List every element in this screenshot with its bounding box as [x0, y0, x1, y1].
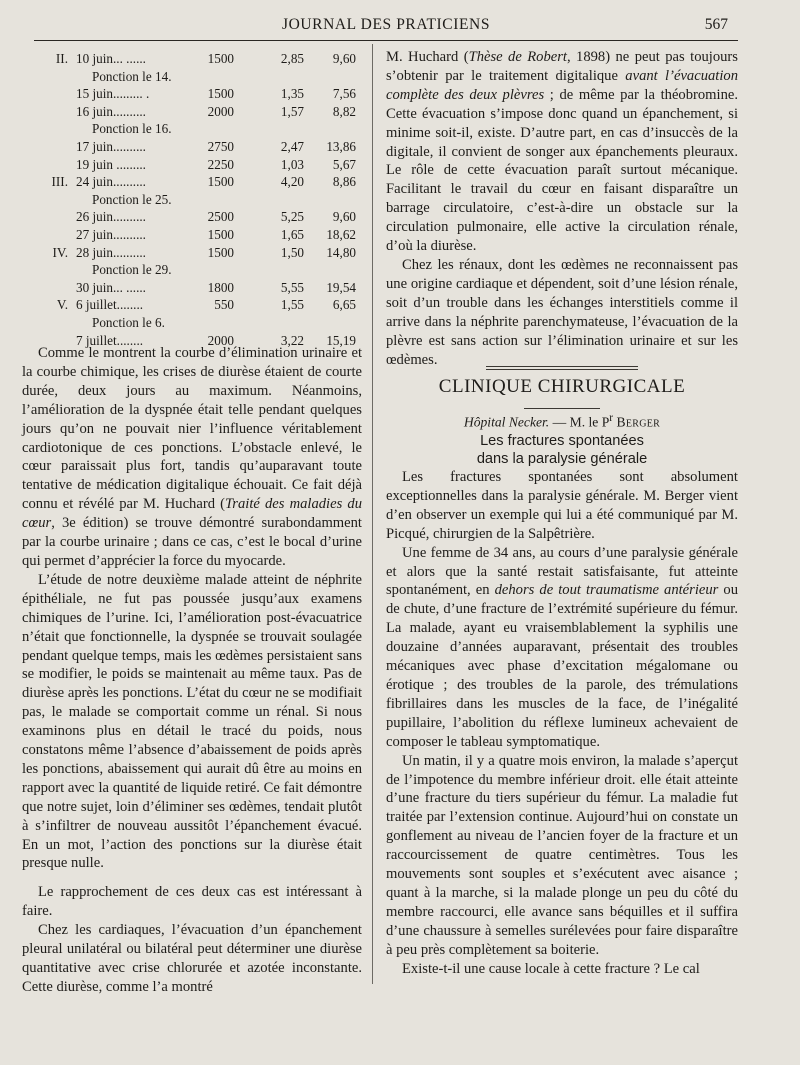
right-column-upper	[386, 48, 738, 369]
value-cell: 6,65	[332, 297, 356, 313]
value-cell: 1,03	[280, 156, 304, 172]
table-row	[42, 156, 362, 174]
value-cell: 8,86	[332, 174, 356, 190]
value-cell: 9,60	[332, 209, 356, 225]
diuresis-table	[42, 50, 362, 349]
byline	[386, 412, 738, 431]
text-run: Une femme de 34 ans, au cours d’une paralysie générale et alors que la santé restait satisfaisante, fut atteinte spontanément, en	[386, 544, 738, 599]
date-cell: 7 juillet........	[76, 332, 144, 348]
table-row	[42, 208, 362, 226]
text-run: , 1898) ne peut pas toujours s’obtenir par le traitement digitalique	[386, 49, 738, 84]
table-row	[42, 103, 362, 121]
value-cell: 18,62	[326, 226, 356, 242]
patient-number: III.	[51, 174, 68, 190]
date-cell: 6 juillet........	[76, 297, 144, 313]
italic-title: Traité des maladies du cœur	[22, 496, 362, 532]
value-cell: 1,50	[280, 244, 304, 260]
running-header	[34, 14, 738, 40]
volume-cell: 2000	[207, 332, 234, 348]
value-cell: 15,19	[326, 332, 356, 348]
left-column	[22, 344, 362, 997]
volume-cell: 1500	[207, 226, 234, 242]
volume-cell: 1800	[207, 279, 234, 295]
volume-cell: 2000	[207, 103, 234, 119]
ponction-note: Ponction le 25.	[92, 191, 172, 207]
date-cell: 17 juin..........	[76, 138, 146, 154]
date-cell: 30 juin... ......	[76, 279, 146, 295]
text-run: ou de chute, d’une fracture de l’extrémité supérieure du fémur. La malade, ayant eu vraisemblablement la syphilis une douzaine d’années auparavant, présentait des troubles mécaniques avec phase d’excitation mégalomane ou érotique ; des troubles de la parole, des trémulations fibrillaires dans les muscles de la face, de l’inégalité pupillaire, l’abolition du réflexe lumineux achevaient de composer le tableau symptomatique.	[386, 582, 738, 750]
italic-phrase: avant l’évacuation complète des deux plèvres	[386, 67, 738, 103]
value-cell: 4,20	[280, 174, 304, 190]
date-cell: 19 juin .........	[76, 156, 146, 172]
text-run: , 3e édition) se trouve démontré surabondamment par la courbe urinaire ; dans ce cas, c’est le bocal d’urine qui permet d’apprécier la force du myocarde.	[22, 515, 362, 569]
text-run: Comme le montrent la courbe d’élimination urinaire et la courbe chimique, les crises de diurèse étaient de courte durée, deux jours au maximum. Néanmoins, l’amélioration de la dyspnée était telle pendant quelques jours qu’on ne pouvait nier l’influence véritablement cardiotonique de ces ponctions. L’obstacle enlevé, le cœur paraissait plus fort, tandis qu’auparavant toute tentative de médication digitalique échouait. Ce fait déjà connu et révélé par M. Huchard (	[22, 345, 362, 513]
paragraph	[22, 344, 362, 571]
superscript: r	[609, 412, 614, 424]
value-cell: 2,85	[280, 51, 304, 66]
table-note-row	[42, 68, 362, 86]
header-rule	[34, 40, 738, 41]
value-cell: 8,82	[332, 103, 356, 119]
date-cell: 15 juin......... .	[76, 86, 150, 102]
text-run: ; de même par la théobromine. Cette évacuation s’impose donc quand un épanchement, si minime soit-il, existe. D’autre part, en cas d’insuccès de la digitale, il convient de songer aux épanchements pleuraux. Le rôle de cette évacuation paraît surtout mécanique. Facilitant le travail du cœur en faisant disparaître un barrage circulatoire, c’est-à-dire un obstacle sur la circulation pulmonaire, elle active la circulation rénale, d’où la diurèse.	[386, 86, 738, 255]
ponction-note: Ponction le 6.	[92, 314, 165, 330]
article-title	[386, 432, 738, 468]
heading-rule	[524, 408, 600, 409]
text-run: — M. le P	[549, 414, 610, 430]
table-note-row	[42, 314, 362, 332]
paragraph: Un matin, il y a quatre mois environ, la malade s’aperçut de l’impotence du membre inférieur droit. elle était atteinte d’une fracture du tiers supérieur du fémur. La maladie fut traitée par l’extension continue. Aujourd’hui on constate un gonflement au niveau de l’ancien foyer de la fracture et un raccourcissement de quatre centimètres. Tous les mouvements sont souples et s’exécutent avec aisance ; quant à la marche, si la malade plonge un peu du côté du membre raccourci, elle avance sans béquilles et il suffira d’une chaussure à semelles surélevées pour faire disparaître à peu près complètement sa boiterie.	[386, 752, 738, 958]
italic-phrase: dehors de tout traumatisme antérieur	[494, 582, 719, 599]
volume-cell: 2750	[207, 138, 234, 154]
value-cell: 7,56	[332, 86, 356, 102]
journal-title: JOURNAL DES PRATICIENS	[281, 16, 491, 33]
table-row	[42, 85, 362, 103]
value-cell: 13,86	[326, 138, 356, 154]
italic-title: Thèse de Robert	[468, 49, 567, 65]
ponction-note: Ponction le 14.	[92, 68, 172, 84]
hospital-name: Hôpital Necker.	[463, 414, 550, 430]
date-cell: 26 juin..........	[76, 209, 146, 225]
date-cell: 24 juin..........	[76, 174, 146, 190]
table-row	[42, 279, 362, 297]
value-cell: 2,47	[280, 138, 304, 154]
patient-number: IV.	[52, 244, 68, 260]
volume-cell: 2500	[207, 209, 234, 225]
volume-cell: 2250	[207, 156, 234, 172]
value-cell: 9,60	[332, 51, 356, 66]
table-row	[42, 296, 362, 314]
column-divider	[372, 44, 373, 984]
page-number: 567	[704, 16, 728, 33]
volume-cell: 1500	[207, 174, 234, 190]
date-cell: 27 juin..........	[76, 226, 146, 242]
paragraph: Les fractures spontanées sont absolument exceptionnelles dans la paralysie générale. M. Berger vient d’en observer un exemple qui lui a été communiqué par M. Picqué, chirurgien de la Salpêtrière.	[386, 469, 738, 542]
table-row	[42, 226, 362, 244]
value-cell: 3,22	[280, 332, 304, 348]
text-run: M. Huchard (	[386, 49, 469, 65]
paragraph: Chez les cardiaques, l’évacuation d’un épanchement pleural unilatéral ou bilatéral peut déterminer une diurèse quantitative avec crise chlorurée et azotée inconstante. Cette diurèse, comme l’a montré	[22, 922, 362, 995]
paragraph: Le rapprochement de ces deux cas est intéressant à faire.	[22, 884, 362, 920]
paragraph	[386, 48, 738, 256]
table-row	[42, 173, 362, 191]
date-cell: 28 juin..........	[76, 244, 146, 260]
patient-number: II.	[55, 51, 68, 66]
ponction-note: Ponction le 16.	[92, 121, 172, 137]
table-note-row	[42, 191, 362, 209]
volume-cell: 550	[214, 297, 234, 313]
value-cell: 19,54	[326, 279, 356, 295]
section-ornament	[486, 366, 638, 370]
table-row	[42, 50, 362, 68]
value-cell: 1,55	[280, 297, 304, 313]
title-line: Les fractures spontanées	[480, 433, 644, 449]
author-name: Berger	[616, 414, 661, 430]
paragraph: Chez les rénaux, dont les œdèmes ne reconnaissent pas une origine cardiaque et dépendent, soit d’une lésion rénale, soit d’un trouble dans les échanges interstitiels comme il arrive dans la néphrite parenchymateuse, l’évacuation de la plèvre est sans action sur l’élimination urinaire et sur les œdèmes.	[386, 256, 738, 368]
table-note-row	[42, 261, 362, 279]
section-heading: CLINIQUE CHIRURGICALE	[438, 376, 686, 397]
paragraph: L’étude de notre deuxième malade atteint de néphrite épithéliale, ne fut pas poussée jusqu’aux examens chimiques de l’urine. Ici, l’amélioration post-évacuatrice n’était que fonctionnelle, la dyspnée se trouvait soulagée pendant quelque temps, mais les œdèmes persistaient sans se modifier, le poids se maintenait au même taux. Pas de diurèse après les ponctions. L’état du cœur ne se modifiait pas, le malade se comportait comme un rénal. Si nous examinons plus en détail le tracé du poids, nous constatons même l’absence d’abaissement de poids après les ponctions, abaissement qui aurait dû être au moins en rapport avec la quantité de liquide retiré. Ce fait démontre que notre sujet, loin d’éliminer ses œdèmes, tendait plutôt à s’infiltrer de nouveau aussitôt l’épanchement évacué. En un mot, l’action des ponctions sur la diurèse était presque nulle.	[22, 571, 362, 872]
volume-cell: 1500	[207, 244, 234, 260]
table-note-row	[42, 120, 362, 138]
paragraph	[386, 544, 738, 752]
right-column-article	[386, 468, 738, 978]
table-row	[42, 244, 362, 262]
table-row	[42, 138, 362, 156]
value-cell: 1,65	[280, 226, 304, 242]
value-cell: 5,25	[280, 209, 304, 225]
ponction-note: Ponction le 29.	[92, 262, 172, 278]
value-cell: 1,35	[280, 86, 304, 102]
patient-number: V.	[56, 297, 68, 313]
value-cell: 5,67	[332, 156, 356, 172]
value-cell: 5,55	[280, 279, 304, 295]
volume-cell: 1500	[207, 51, 234, 66]
paragraph: Existe-t-il une cause locale à cette fracture ? Le cal	[402, 960, 700, 977]
value-cell: 14,80	[326, 244, 356, 260]
date-cell: 16 juin..........	[76, 103, 146, 119]
volume-cell: 1500	[207, 86, 234, 102]
date-cell: 10 juin... ......	[76, 51, 146, 66]
value-cell: 1,57	[280, 103, 304, 119]
title-line: dans la paralysie générale	[476, 451, 648, 467]
